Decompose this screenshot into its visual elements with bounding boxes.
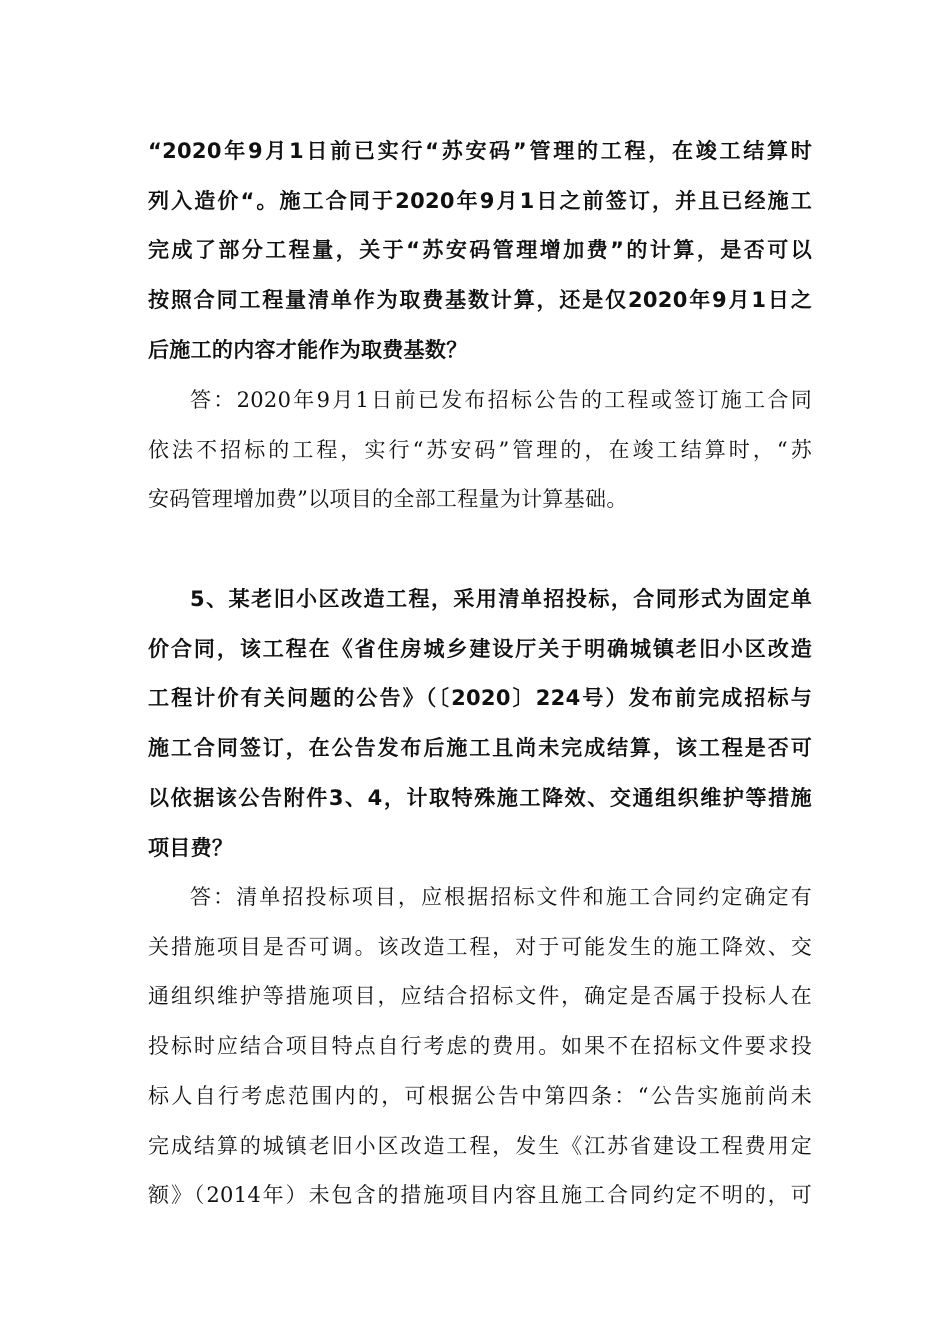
text-line: 后施工的内容才能作为取费基数？ bbox=[148, 337, 468, 362]
text-line: 关措施项目是否可调。该改造工程，对于可能发生的施工降效、交 bbox=[148, 934, 812, 959]
text-line: 价合同，该工程在《省住房城乡建设厅关于明确城镇老旧小区改造 bbox=[148, 636, 812, 661]
answer-4 bbox=[148, 376, 812, 525]
text-line: 标人自行考虑范围内的，可根据公告中第四条：“公告实施前尚未 bbox=[148, 1083, 812, 1108]
text-line: 依法不招标的工程，实行“苏安码”管理的，在竣工结算时，“苏 bbox=[148, 437, 812, 462]
answer-5 bbox=[148, 873, 812, 1221]
text-line: 列入造价“。施工合同于2020年9月1日之前签订，并且已经施工 bbox=[148, 188, 812, 213]
text-line: 完成结算的城镇老旧小区改造工程，发生《江苏省建设工程费用定 bbox=[148, 1133, 812, 1158]
text-line: 以依据该公告附件3、4，计取特殊施工降效、交通组织维护等措施 bbox=[148, 785, 812, 810]
text-line: 按照合同工程量清单作为取费基数计算，还是仅2020年9月1日之 bbox=[148, 288, 812, 313]
text-line: 安码管理增加费”以项目的全部工程量为计算基础。 bbox=[148, 487, 628, 512]
text-line: 投标时应结合项目特点自行考虑的费用。如果不在招标文件要求投 bbox=[148, 1034, 812, 1059]
text-line: 额》（2014年）未包含的措施项目内容且施工合同约定不明的，可 bbox=[148, 1183, 812, 1208]
text-line: 完成了部分工程量，关于“苏安码管理增加费”的计算，是否可以 bbox=[148, 238, 812, 263]
text-line: 工程计价有关问题的公告》（〔2020〕224号）发布前完成招标与 bbox=[148, 686, 812, 711]
text-line: 项目费？ bbox=[148, 835, 234, 860]
text-line: 施工合同签订，在公告发布后施工且尚未完成结算，该工程是否可 bbox=[148, 736, 812, 761]
text-line: 答：2020年9月1日前已发布招标公告的工程或签订施工合同 bbox=[190, 388, 812, 412]
text-line: 答：清单招投标项目，应根据招标文件和施工合同约定确定有 bbox=[190, 885, 812, 909]
text-line: 5、某老旧小区改造工程，采用清单招投标，合同形式为固定单 bbox=[190, 587, 812, 611]
text-line: 通组织维护等措施项目，应结合招标文件，确定是否属于投标人在 bbox=[148, 984, 812, 1009]
question-5 bbox=[148, 575, 812, 873]
text-line: “2020年9月1日前已实行“苏安码”管理的工程，在竣工结算时 bbox=[148, 139, 812, 163]
question-4-continued bbox=[148, 127, 812, 376]
